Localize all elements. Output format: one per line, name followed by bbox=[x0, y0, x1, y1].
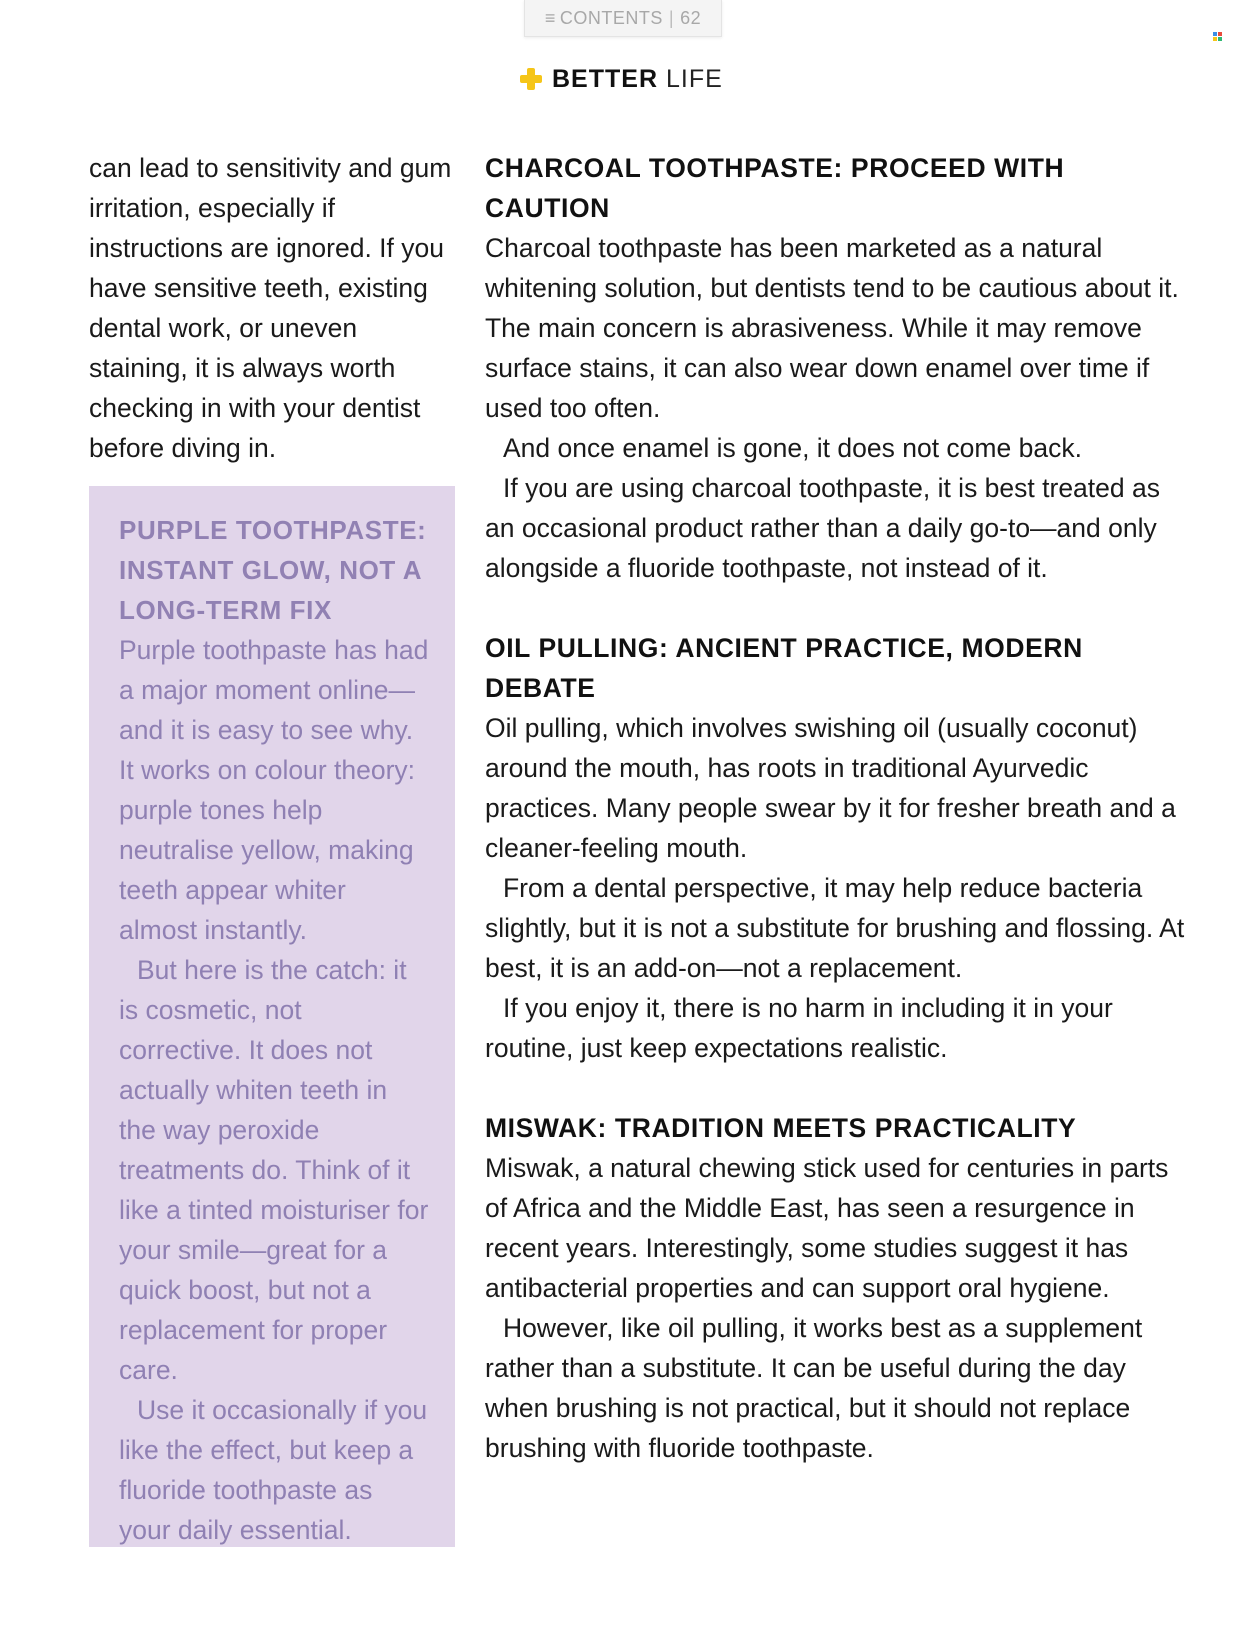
oil-pulling-paragraph: From a dental perspective, it may help reduce bacteria slightly, but it is not a substitute for brushing and flossing. At best, it is an add-on—not a replacement. bbox=[485, 873, 1185, 983]
section-title-light: LIFE bbox=[666, 64, 723, 93]
section-header bbox=[520, 62, 723, 96]
contents-tab[interactable] bbox=[524, 0, 722, 37]
miswak-heading: MISWAK: TRADITION MEETS PRACTICALITY bbox=[485, 1113, 1077, 1143]
right-column bbox=[485, 148, 1185, 1468]
sidebar-paragraph: Purple toothpaste has had a major moment online—and it is easy to see why. It works on colour theory: purple tones help neutralise yellow, making teeth appear whiter almost instantly. bbox=[119, 635, 429, 945]
sidebar-heading: PURPLE TOOTHPASTE: INSTANT GLOW, NOT A LONG-TERM FIX bbox=[119, 515, 427, 625]
left-column bbox=[89, 148, 459, 468]
oil-pulling-paragraph: If you enjoy it, there is no harm in including it in your routine, just keep expectations realistic. bbox=[485, 993, 1113, 1063]
corner-mark-icon bbox=[1213, 32, 1222, 41]
charcoal-paragraph: And once enamel is gone, it does not come back. bbox=[503, 433, 1082, 463]
charcoal-paragraph: Charcoal toothpaste has been marketed as a natural whitening solution, but dentists tend to be cautious about it. The main concern is abrasiveness. While it may remove surface stains, it can also wear down enamel over time if used too often. bbox=[485, 233, 1179, 423]
page-number: 62 bbox=[680, 7, 702, 28]
divider: | bbox=[668, 7, 675, 28]
sidebar-box bbox=[89, 486, 455, 1547]
plus-icon bbox=[520, 68, 542, 90]
section-title-bold: BETTER bbox=[552, 64, 658, 93]
contents-label: CONTENTS bbox=[559, 7, 663, 28]
hamburger-icon: ≡ bbox=[544, 7, 556, 28]
miswak-paragraph: However, like oil pulling, it works best as a supplement rather than a substitute. It can be useful during the day when brushing is not practical, but it should not replace brushing with fluoride toothpaste. bbox=[485, 1313, 1143, 1463]
charcoal-paragraph: If you are using charcoal toothpaste, it is best treated as an occasional product rather than a daily go-to—and only alongside a fluoride toothpaste, not instead of it. bbox=[485, 473, 1160, 583]
oil-pulling-paragraph: Oil pulling, which involves swishing oil (usually coconut) around the mouth, has roots in traditional Ayurvedic practices. Many people swear by it for fresher breath and a cleaner-feeling mouth. bbox=[485, 713, 1176, 863]
miswak-paragraph: Miswak, a natural chewing stick used for centuries in parts of Africa and the Middle East, has seen a resurgence in recent years. Interestingly, some studies suggest it has antibacterial properties and can support oral hygiene. bbox=[485, 1153, 1169, 1303]
sidebar-paragraph: Use it occasionally if you like the effect, but keep a fluoride toothpaste as your daily essential. bbox=[119, 1395, 428, 1545]
sidebar-paragraph: But here is the catch: it is cosmetic, not corrective. It does not actually whiten teeth in the way peroxide treatments do. Think of it like a tinted moisturiser for your smile—great for a quick boost, but not a replacement for proper care. bbox=[119, 955, 429, 1385]
oil-pulling-heading: OIL PULLING: ANCIENT PRACTICE, MODERN DEBATE bbox=[485, 633, 1083, 703]
intro-paragraph: can lead to sensitivity and gum irritation, especially if instructions are ignored. If you have sensitive teeth, existing dental work, or uneven staining, it is always worth checking in with your dentist before diving in. bbox=[89, 153, 452, 463]
charcoal-heading: CHARCOAL TOOTHPASTE: PROCEED WITH CAUTION bbox=[485, 153, 1065, 223]
